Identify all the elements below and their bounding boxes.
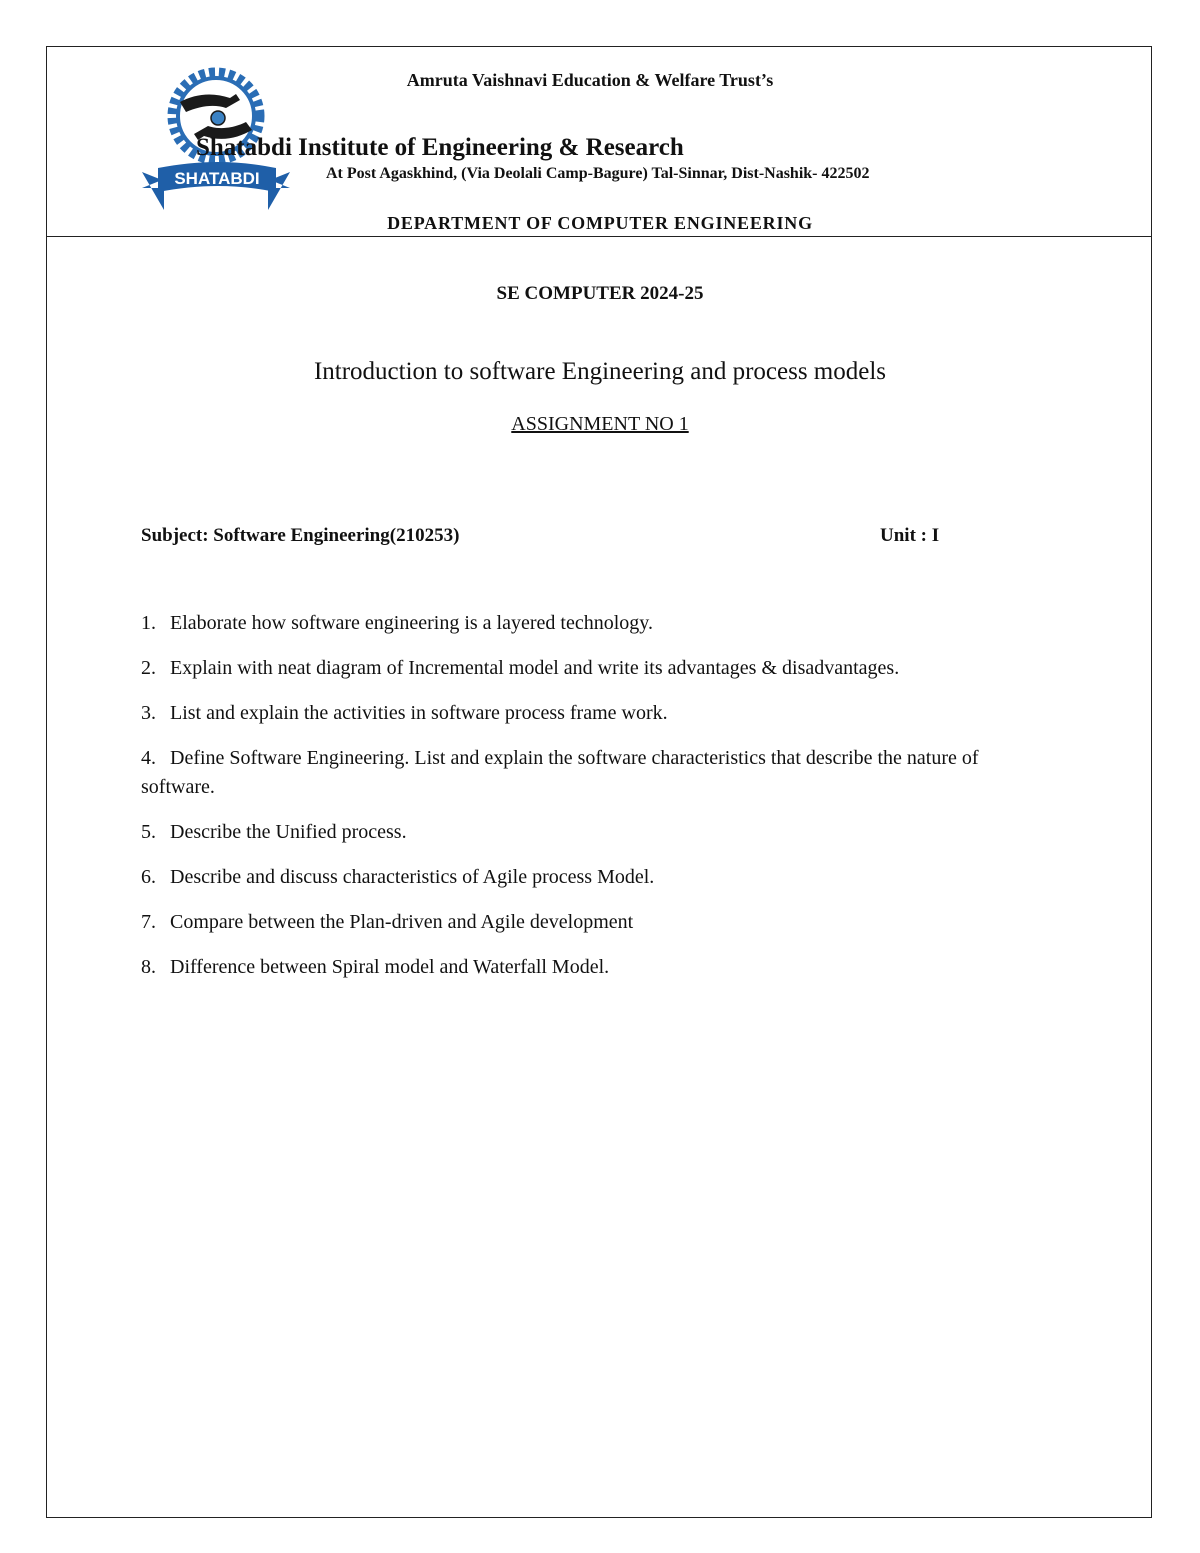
question-number: 8.	[141, 956, 156, 978]
question-item	[141, 953, 1041, 982]
question-number: 2.	[141, 657, 156, 679]
question-text: List and explain the activities in software process frame work.	[170, 702, 668, 724]
question-text: Elaborate how software engineering is a layered technology.	[170, 612, 653, 634]
assignment-number: ASSIGNMENT NO 1	[511, 413, 689, 435]
unit-label: Unit : I	[880, 525, 940, 546]
question-text: Describe the Unified process.	[170, 821, 407, 843]
globe-icon	[211, 111, 225, 125]
class-year: SE COMPUTER 2024-25	[496, 283, 704, 304]
trust-name: Amruta Vaishnavi Education & Welfare Trust’s	[406, 70, 774, 90]
question-text: Compare between the Plan-driven and Agile development	[170, 911, 634, 933]
question-list	[141, 609, 1041, 998]
question-item	[141, 609, 1041, 638]
question-item	[141, 863, 1041, 892]
question-item	[141, 818, 1041, 847]
question-item	[141, 908, 1041, 937]
document-title: Introduction to software Engineering and process models	[313, 358, 887, 385]
institute-name: Shatabdi Institute of Engineering & Research	[196, 134, 684, 161]
header-divider	[46, 236, 1152, 237]
question-number: 7.	[141, 911, 156, 933]
question-number: 1.	[141, 612, 156, 634]
question-number: 3.	[141, 702, 156, 724]
ribbon-text: SHATABDI	[174, 169, 260, 188]
question-text: Difference between Spiral model and Waterfall Model.	[170, 956, 610, 978]
subject-label: Subject: Software Engineering(210253)	[141, 525, 460, 546]
institute-address: At Post Agaskhind, (Via Deolali Camp-Bagure) Tal-Sinnar, Dist-Nashik- 422502	[326, 165, 870, 182]
question-text: Describe and discuss characteristics of Agile process Model.	[170, 866, 655, 888]
question-item	[141, 654, 1041, 683]
question-text: Explain with neat diagram of Incremental model and write its advantages & disadvantages.	[170, 657, 900, 679]
department-name: DEPARTMENT OF COMPUTER ENGINEERING	[387, 213, 813, 233]
question-item	[141, 699, 1041, 728]
question-number: 4.	[141, 747, 156, 769]
question-number: 6.	[141, 866, 156, 888]
question-number: 5.	[141, 821, 156, 843]
question-item	[141, 744, 1041, 802]
question-text: Define Software Engineering. List and explain the software characteristics that describe the nature of software.	[141, 747, 979, 798]
